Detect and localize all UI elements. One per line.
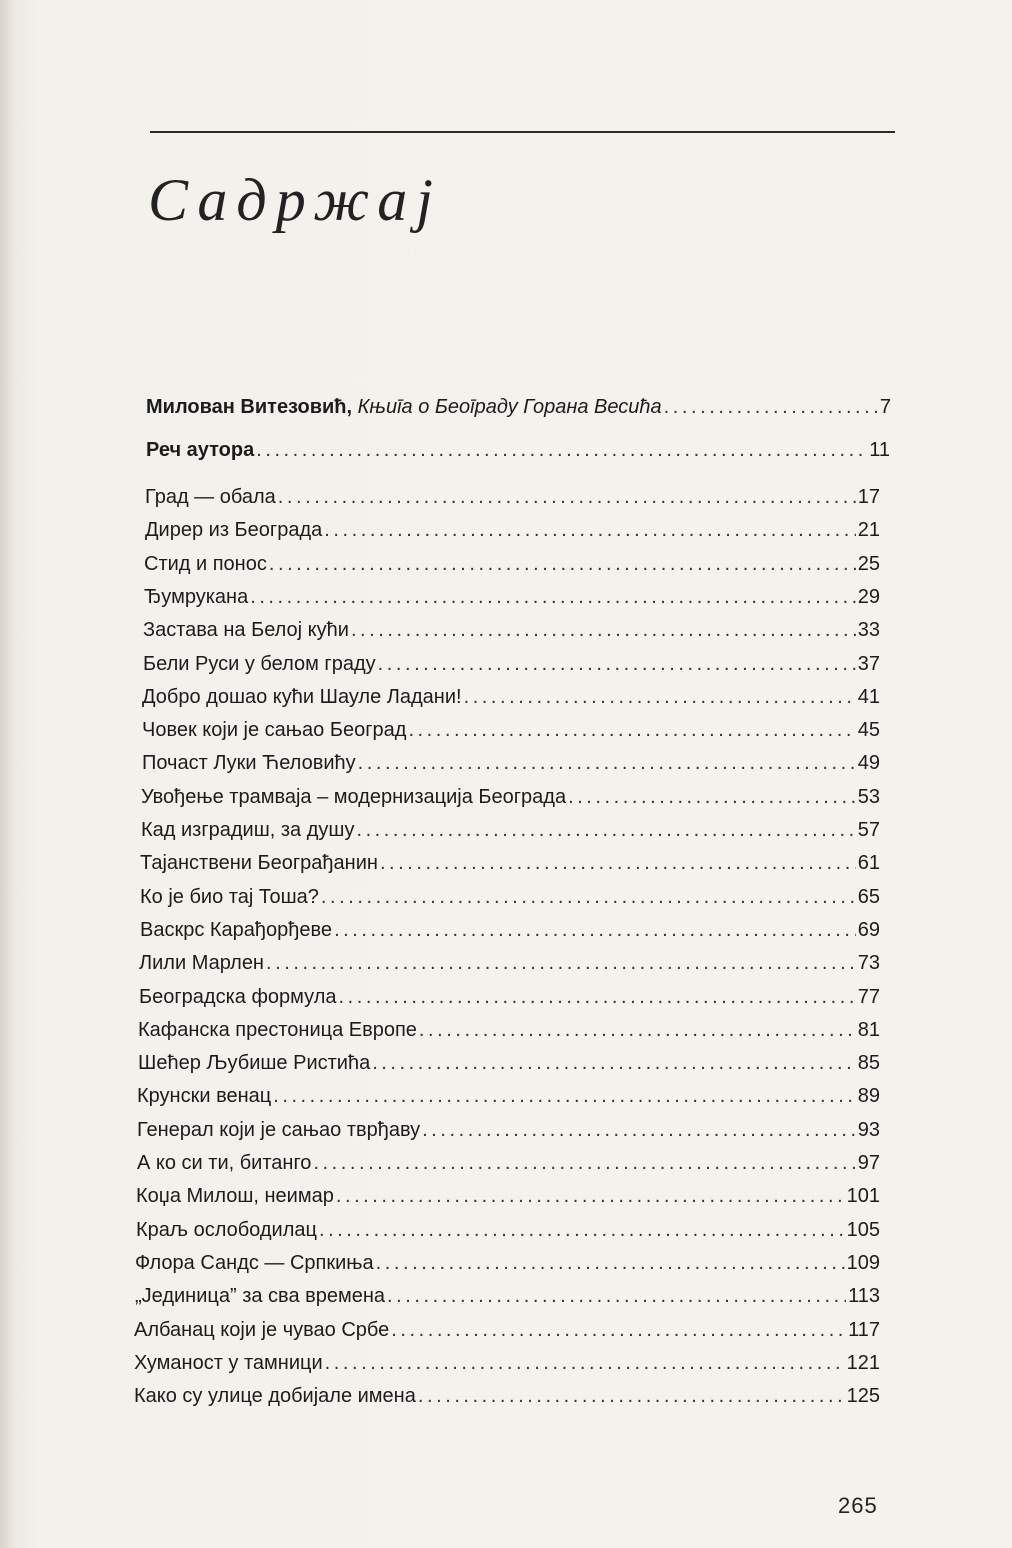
toc-entry-page: 49: [857, 752, 880, 774]
toc-entry-chapter: [141, 787, 880, 807]
toc-entry-page: 53: [857, 786, 880, 808]
toc-entry-page: 33: [857, 619, 880, 641]
toc-entry-chapter: [143, 654, 880, 674]
toc-entry-page: 101: [846, 1185, 880, 1207]
toc-entry-title: А ко си ти, битанго: [137, 1152, 312, 1174]
toc-entry-title: Застава на Белој кући: [143, 619, 349, 641]
toc-entry-chapter: [135, 1286, 880, 1306]
dot-leader: [319, 1220, 845, 1240]
toc-entry-page: 117: [848, 1319, 880, 1341]
toc-entry-title: Стид и понос: [144, 553, 267, 575]
toc-entry-title: Кад изградиш, за душу: [141, 819, 355, 841]
dot-leader: [408, 720, 855, 740]
toc-entry-title: Дирер из Београда: [145, 519, 323, 541]
toc-entry-title: Ђумрукана: [144, 586, 249, 608]
dot-leader: [266, 953, 856, 973]
toc-entry-title: Почаст Луки Ћеловићу: [142, 752, 356, 774]
dot-leader: [378, 654, 856, 674]
toc-entry-label: [146, 397, 662, 417]
toc-entry-title: Коџа Милош, неимар: [136, 1185, 334, 1207]
toc-entry-title: Књиīа о Беоīраду Горана Весића: [357, 396, 662, 418]
toc-entry-title: Како су улице добијале имена: [134, 1385, 416, 1407]
dot-leader: [391, 1320, 846, 1340]
toc-entry-chapter: [136, 1220, 880, 1240]
toc-entry-title: Васкрс Карађорђеве: [140, 919, 333, 941]
toc-entry-title: Кафанска престоница Европе: [138, 1019, 417, 1041]
toc-entry-chapter: [144, 554, 880, 574]
toc-entry-page: 7: [879, 396, 891, 418]
dot-leader: [372, 1053, 856, 1073]
toc-entry-chapter: [142, 720, 880, 740]
toc-entry-title: Лили Марлен: [139, 952, 264, 974]
dot-leader: [250, 587, 856, 607]
toc-entry-title: Човек који је сањао Београд: [142, 719, 407, 741]
toc-entry-page: 29: [857, 586, 880, 608]
toc-entry-chapter: [141, 820, 880, 840]
toc-entry-chapter: [144, 587, 880, 607]
toc-entry-page: 81: [857, 1019, 880, 1041]
dot-leader: [313, 1153, 855, 1173]
toc-entry-chapter: [145, 487, 880, 507]
dot-leader: [321, 887, 856, 907]
dot-leader: [325, 1353, 845, 1373]
toc-entry-chapter: [139, 987, 880, 1007]
toc-entry-title: „Јединица” за сва времена: [135, 1285, 386, 1307]
toc-entry-page: 125: [846, 1385, 880, 1407]
dot-leader: [376, 1253, 845, 1273]
toc-entry-title: Хуманост у тамници: [134, 1352, 323, 1374]
toc-entry-chapter: [137, 1086, 880, 1106]
toc-entry-title: Увођење трамваја – модернизација Београда: [141, 786, 567, 808]
toc-entry-page: 17: [857, 486, 880, 508]
toc-entry-page: 61: [857, 852, 880, 874]
toc-entry-page: 73: [857, 952, 880, 974]
toc-entry-chapter: [134, 1386, 880, 1406]
toc-entry-chapter: [135, 1253, 880, 1273]
dot-leader: [273, 1086, 856, 1106]
toc-entry-chapter: [140, 887, 880, 907]
toc-entry-page: 93: [857, 1119, 880, 1141]
toc-entry-chapter: [138, 1053, 880, 1073]
dot-leader: [419, 1020, 856, 1040]
dot-leader: [356, 820, 855, 840]
toc-entry-chapter: [134, 1353, 880, 1373]
toc-entry-chapter: [143, 620, 880, 640]
toc-entry-page: 21: [857, 519, 880, 541]
toc-entry-author-note: [146, 440, 890, 460]
dot-leader: [338, 987, 855, 1007]
toc-entry-title: Генерал који је сањао тврђаву: [137, 1119, 421, 1141]
toc-entry-page: 37: [857, 653, 880, 675]
dot-leader: [568, 787, 856, 807]
toc-entry-page: 77: [857, 986, 880, 1008]
dot-leader: [464, 687, 856, 707]
toc-entry-title: Бели Руси у белом граду: [143, 653, 376, 675]
toc-entry-chapter: [140, 853, 880, 873]
toc-entry-title: Крунски венац: [137, 1085, 272, 1107]
dot-leader: [336, 1186, 845, 1206]
toc-entry-chapter: [145, 520, 880, 540]
toc-entry-chapter: [139, 953, 880, 973]
toc-entry-page: 45: [857, 719, 880, 741]
toc-entry-page: 65: [857, 886, 880, 908]
toc-entry-author: Милован Витезовић,: [146, 396, 358, 418]
toc-entry-page: 85: [857, 1052, 880, 1074]
toc-entry-title: Шећер Љубише Ристића: [138, 1052, 371, 1074]
dot-leader: [664, 397, 878, 417]
toc-entry-title: Реч аутора: [146, 439, 255, 461]
toc-entry-title: Град — обала: [145, 486, 276, 508]
dot-leader: [351, 620, 856, 640]
dot-leader: [269, 554, 856, 574]
toc-entry-chapter: [137, 1120, 880, 1140]
toc-entry-chapter: [136, 1186, 880, 1206]
dot-leader: [278, 487, 856, 507]
toc-entry-title: Краљ ослободилац: [136, 1219, 317, 1241]
toc-entry-page: 113: [848, 1285, 880, 1307]
page-number: 265: [838, 1493, 878, 1518]
dot-leader: [380, 853, 856, 873]
dot-leader: [422, 1120, 856, 1140]
toc-entry-page: 97: [857, 1152, 880, 1174]
toc-entry-title: Добро дошао кући Шауле Ладани!: [142, 686, 462, 708]
toc-entry-foreword: [146, 397, 891, 417]
toc-entry-chapter: [138, 1020, 880, 1040]
toc-entry-title: Флора Сандс — Српкиња: [135, 1252, 374, 1274]
toc-entry-title: Ко је био тај Тоша?: [140, 886, 319, 908]
toc-entry-page: 89: [857, 1085, 880, 1107]
toc-entry-page: 41: [857, 686, 880, 708]
toc-entry-title: Београдска формула: [139, 986, 337, 1008]
toc-entry-chapter: [140, 920, 880, 940]
toc-entry-page: 57: [857, 819, 880, 841]
toc-entry-page: 25: [857, 553, 880, 575]
toc-entry-chapter: [134, 1320, 880, 1340]
page-title: Садржај: [148, 167, 442, 233]
dot-leader: [256, 440, 867, 460]
toc-entry-chapter: [142, 687, 880, 707]
dot-leader: [334, 920, 856, 940]
toc-entry-title: Тајанствени Београђанин: [140, 852, 378, 874]
toc-entry-page: 121: [846, 1352, 880, 1374]
dot-leader: [387, 1286, 846, 1306]
toc-entry-title: Албанац који је чувао Србе: [134, 1319, 390, 1341]
toc-entry-page: 109: [846, 1252, 880, 1274]
toc-entry-page: 11: [869, 439, 890, 461]
toc-entry-chapter: [137, 1153, 880, 1173]
toc-entry-page: 69: [857, 919, 880, 941]
dot-leader: [358, 753, 856, 773]
dot-leader: [418, 1386, 845, 1406]
dot-leader: [324, 520, 856, 540]
toc-entry-chapter: [142, 753, 880, 773]
toc-entry-page: 105: [846, 1219, 880, 1241]
